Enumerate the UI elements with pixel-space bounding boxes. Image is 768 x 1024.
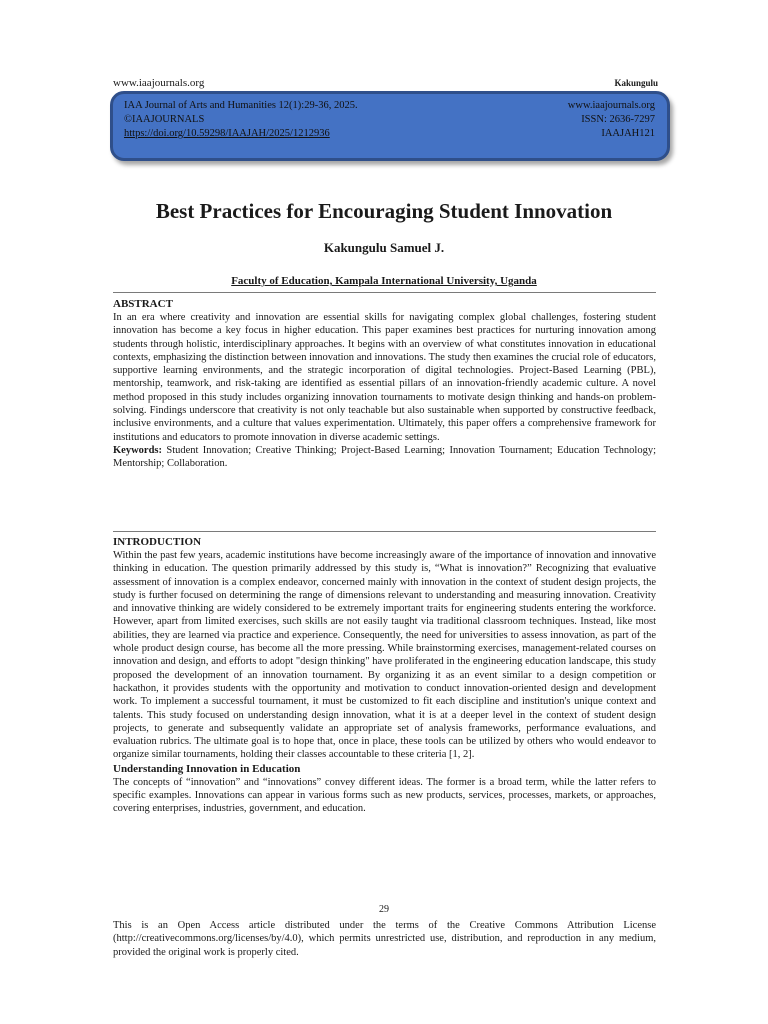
- journal-copyright: ©IAAJOURNALS: [124, 114, 205, 125]
- journal-code: IAAJAH121: [601, 128, 655, 139]
- license-note: This is an Open Access article distributed under the terms of the Creative Commons Attribution License (http://creativecommons.org/licenses/by/4.0), which permits unrestricted use, distribution, and reproduction in any medium, provided the original work is properly cited.: [113, 920, 656, 958]
- journal-banner: [110, 91, 670, 161]
- page-number: 29: [379, 904, 389, 915]
- header-website[interactable]: www.iaajournals.org: [113, 77, 205, 89]
- banner-left: [124, 99, 358, 158]
- introduction-section: [113, 535, 656, 816]
- introduction-text: Within the past few years, academic institutions have become increasingly aware of the importance of innovation and innovative thinking in education. The question primarily addressed by this study is, “What is innovation?” Recognizing that evaluative assessment of innovation is a complex endeavor, concerned mainly with innovation in the context of student design projects, the study is further focused on determining the range of dimensions relevant to understanding and measuring innovation. Creativity and innovative thinking are widely considered to be extremely important traits for engineering students entering the workforce. However, apart from limited exercises, such skills are not easily taught via traditional classroom techniques. Instead, like most abilities, they are learned via practice and experience. Consequently, the need for universities to assess innovation, as part of the whole product design course, has become all the more pressing. While brainstorming exercises, management-related courses on innovation and design, and efforts to adopt "design thinking" have proliferated in the engineering education landscape, this study proposed the development of an innovation tournament. By organizing it as an event similar to a design competition or hackathon, it provides students with the opportunity and motivation to conduct innovation-oriented design and development work. To implement a successful tournament, it must be customized to fit each discipline and institution's unique context and talents. This study focused on understanding design innovation, what it is at a deeper level in the context of student design projects, to generate and subsequently validate an appropriate set of analysis frameworks, performance evaluations, and evaluation rubrics. The ultimate goal is to hope that, once in place, these tools can be utilized by others who would endeavor to organize similar tournaments, holding their classes accountable to these criteria [1, 2].: [113, 550, 656, 761]
- keywords-label: Keywords:: [113, 444, 162, 456]
- understanding-heading: Understanding Innovation in Education: [113, 762, 301, 775]
- abstract-section: [113, 297, 656, 471]
- running-header: [113, 77, 658, 89]
- doi-link[interactable]: https://doi.org/10.59298/IAAJAH/2025/1212936: [124, 128, 330, 139]
- divider-top: [113, 292, 656, 293]
- keywords-text: Student Innovation; Creative Thinking; Project-Based Learning; Innovation Tournament; Education Technology; Mentorship; Collaboration.: [113, 444, 657, 470]
- journal-issn: ISSN: 2636-7297: [581, 114, 655, 125]
- paper-title: Best Practices for Encouraging Student Innovation: [155, 199, 613, 223]
- paper-author: Kakungulu Samuel J.: [323, 240, 445, 255]
- understanding-text: The concepts of “innovation” and “innovations” convey different ideas. The former is a broad term, while the latter refers to specific examples. Innovations can appear in various forms such as new products, services, processes, markets, or approaches, covering enterprises, industries, government, and education.: [113, 776, 656, 815]
- introduction-heading: INTRODUCTION: [113, 536, 202, 548]
- header-author: Kakungulu: [614, 78, 658, 88]
- journal-citation: IAA Journal of Arts and Humanities 12(1):29-36, 2025.: [124, 100, 358, 111]
- banner-right: [568, 99, 655, 158]
- journal-website-link[interactable]: www.iaajournals.org: [567, 100, 655, 111]
- paper-affiliation: Faculty of Education, Kampala International University, Uganda: [231, 275, 537, 287]
- keywords-line: [113, 444, 656, 471]
- divider-bottom: [113, 531, 656, 532]
- abstract-text: In an era where creativity and innovation are essential skills for navigating complex global challenges, fostering student innovation has become a key focus in higher education. This paper examines best practices for nurturing innovation among students through holistic, interdisciplinary approaches. It begins with an overview of what constitutes innovation in educational contexts, emphasizing the distinction between innovation and innovations. The study then examines the crucial role of educators, supportive learning environments, and the strategic incorporation of digital technologies. Project-Based Learning (PBL), mentorship, teamwork, and risk-taking are identified as essential pillars of an innovation-friendly academic culture. A novel method proposed in this study includes organizing innovation tournaments to motivate design thinking and hands-on problem-solving. Findings underscore that creativity is not only teachable but also sustainable when supported by constructive feedback, inclusive environments, and a culture that values experimentation. Ultimately, this paper offers a comprehensive framework for institutions and educators to promote innovation in diverse academic settings.: [113, 312, 656, 443]
- abstract-heading: ABSTRACT: [113, 298, 173, 310]
